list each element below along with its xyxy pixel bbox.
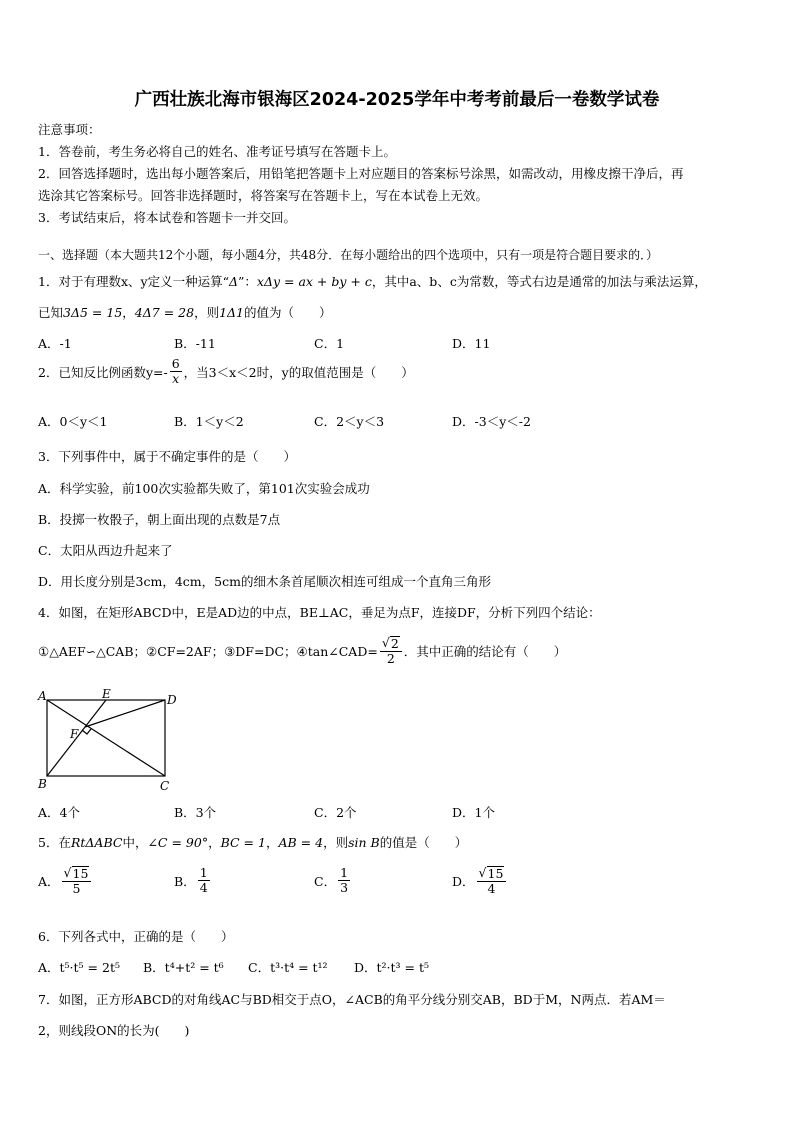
notice-item: 3．考试结束后，将本试卷和答题卡一并交回。 [38,210,296,225]
q5-text: ， [208,835,221,850]
q5-option-label: A． [38,874,60,890]
q1-option-b: B．-11 [174,336,216,351]
question-7: 7．如图，正方形ABCD的对角线AC与BD相交于点O，∠ACB的角平分线分别交AB，BD于M，N两点．若AM＝ [38,992,666,1007]
q1-given-1: 3Δ5 = 15 [63,305,123,320]
q2-option-a: A．0＜y＜1 [38,414,108,429]
q5-bc: BC = 1 [220,835,266,850]
q5-option-d-fraction: √ 15 4 [477,866,507,897]
q5-option-d-den: 4 [487,881,496,897]
question-1 [38,272,707,290]
q2-fraction [170,357,182,387]
q1-text: ，则 [194,305,220,320]
q1-text: 的值为（ ） [244,305,332,320]
q5-option-d [452,866,508,897]
q4-option-a: A．4个 [38,805,80,820]
q5-text: 的值是（ ） [379,835,468,850]
q2-frac-den: x [172,371,180,387]
q3-option-b: B．投掷一枚骰子，朝上面出现的点数是7点 [38,512,281,527]
q5-text: 5．在 [38,835,71,850]
question-2 [38,357,414,387]
q1-given-2: 4Δ7 = 28 [134,305,195,320]
q5-option-a-num: 15 [72,866,89,881]
q5-option-a [38,866,93,897]
q1-operator: Δ [228,274,238,289]
q5-text: 中， [122,835,148,850]
q5-option-c-fraction [338,866,350,896]
q5-option-b-fraction [198,866,210,896]
label-f: F [70,727,79,741]
q3-option-d: D．用长度分别是3cm，4cm，5cm的细木条首尾顺次相连可组成一个直角三角形 [38,574,491,589]
q1-text: ， [122,305,135,320]
q4-frac-num: √ 2 [380,636,402,652]
q5-option-b-num: 1 [199,865,208,880]
q4-fraction [380,636,402,667]
q5-option-d-num: 15 [487,866,504,881]
q5-option-label: C． [314,873,337,889]
q1-option-d: D．11 [452,336,491,351]
q1-text: ”： [238,274,257,289]
q4-option-c: C．2个 [314,805,357,820]
q5-text: ，则 [323,835,349,850]
label-c: C [160,779,170,793]
q4-text: ．其中正确的结论有（ ） [403,644,567,660]
label-a: A [38,689,47,703]
notice-item: 2．回答选择题时，选出每小题答案后，用铅笔把答题卡上对应题目的答案标号涂黑，如需改动，用橡皮擦干净后，再 [38,166,684,181]
question-7-line2: 2，则线段ON的长为( ) [38,1023,190,1038]
section-heading: 一、选择题（本大题共12个小题，每小题4分，共48分．在每小题给出的四个选项中，只有一项是符合题目要求的．） [38,248,659,262]
q4-sqrt-radicand: 2 [390,636,399,651]
question-3: 3．下列事件中，属于不确定事件的是（ ） [38,449,296,464]
q5-option-c-den: 3 [340,880,349,896]
q2-option-b: B．1＜y＜2 [174,414,244,429]
diagonal-ac [47,700,165,776]
q5-ab: AB = 4 [278,835,324,850]
question-4-conclusions [38,636,566,667]
q2-option-c: C．2＜y＜3 [314,414,385,429]
segment-df [85,700,165,727]
q5-option-a-den: 5 [72,881,81,897]
question-5 [38,833,467,851]
q4-figure [36,688,186,794]
q3-option-a: A．科学实验，前100次实验都失败了，第101次实验会成功 [38,481,370,496]
q4-option-b: B．3个 [174,805,217,820]
q6-option-c: C．t³·t⁴ = t¹² [248,960,328,975]
q4-frac-den: 2 [386,651,395,667]
q5-option-label: D． [452,874,475,890]
q1-text: ，其中a、b、c为常数，等式右边是通常的加法与乘法运算， [371,274,707,289]
q5-option-b-den: 4 [199,880,208,896]
q5-option-a-fraction: √ 15 5 [62,866,92,897]
q5-triangle: RtΔABC [70,835,123,850]
q2-text: ，当3＜x＜2时，y的取值范围是（ ） [183,364,414,380]
q5-sin-b: sin B [348,835,380,850]
label-b: B [38,777,47,791]
q5-text: ， [265,835,279,850]
q1-option-c: C．1 [314,336,345,351]
q6-option-b: B．t⁴+t² = t⁶ [143,960,224,975]
q3-option-c: C．太阳从西边升起来了 [38,543,173,558]
question-4: 4．如图，在矩形ABCD中，E是AD边的中点，BE⊥AC，垂足为点F，连接DF，分析下列四个结论： [38,605,601,620]
q6-option-d: D．t²·t³ = t⁵ [354,960,430,975]
q2-text: 2．已知反比例函数y=- [38,364,168,380]
q5-option-c-num: 1 [340,865,349,880]
label-e: E [102,688,111,701]
q1-option-a: A．-1 [38,336,72,351]
label-d: D [167,693,177,707]
q2-frac-num: 6 [171,356,180,371]
question-1-line2 [38,303,332,321]
q1-formula: xΔy = ax + by + c [256,274,372,289]
page-title: 广西壮族北海市银海区2024-2025学年中考考前最后一卷数学试卷 [134,90,660,110]
notice-heading: 注意事项： [38,122,101,137]
q5-angle: ∠C = 90° [147,835,209,850]
q4-text: ①△AEF∽△CAB；②CF=2AF；③DF=DC；④tan∠CAD= [38,644,378,660]
notice-item: 1．答卷前，考生务必将自己的姓名、准考证号填写在答题卡上。 [38,144,396,159]
notice-item: 选涂其它答案标号。回答非选择题时，将答案写在答题卡上，写在本试卷上无效。 [38,188,489,203]
q1-ask: 1Δ1 [219,305,245,320]
q5-option-label: B． [174,873,196,889]
q1-text: 1．对于有理数x、y定义一种运算“ [38,274,229,289]
q4-option-d: D．1个 [452,805,495,820]
q1-text: 已知 [38,305,64,320]
q2-option-d: D．-3＜y＜-2 [452,414,531,429]
q5-option-c [314,866,352,896]
q6-option-a: A．t⁵·t⁵ = 2t⁵ [38,960,120,975]
q5-option-b [174,866,212,896]
question-6: 6．下列各式中，正确的是（ ） [38,929,234,944]
